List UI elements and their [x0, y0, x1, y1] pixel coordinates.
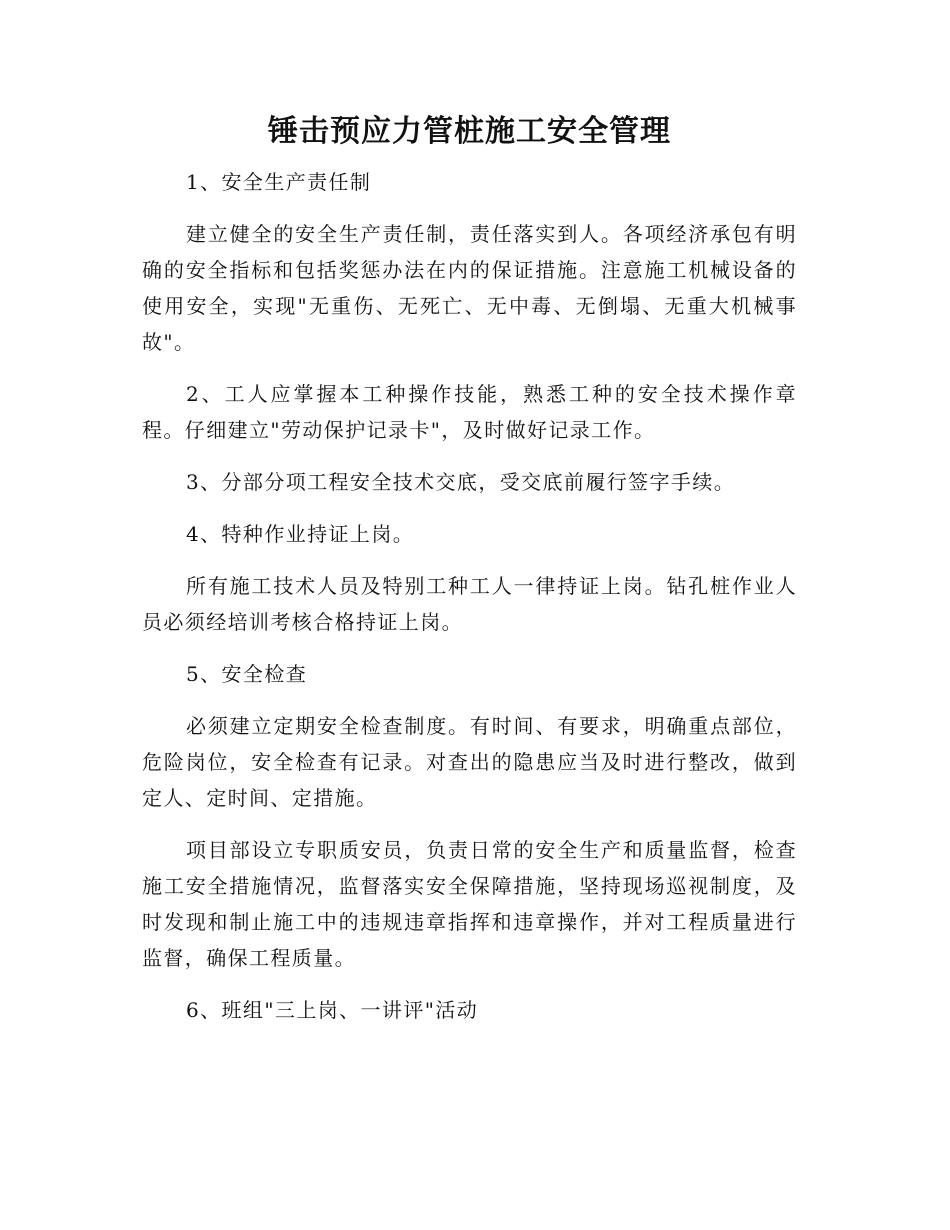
section-heading-3: 3、分部分项工程安全技术交底，受交底前履行签字手续。: [186, 470, 736, 494]
paragraph-inspection-system: 必须建立定期安全检查制度。有时间、有要求，明确重点部位，危险岗位，安全检查有记录。对查出的隐患应当及时进行整改，做到定人、定时间、定措施。: [142, 714, 797, 810]
section-heading-1: 1、安全生产责任制: [186, 170, 372, 194]
section-heading-6: 6、班组"三上岗、一讲评"活动: [186, 998, 479, 1022]
paragraph-safety-officer: 项目部设立专职质安员，负责日常的安全生产和质量监督，检查施工安全措施情况，监督落实安全保障措施，坚持现场巡视制度，及时发现和制止施工中的违规违章指挥和违章操作，并对工程质量进行监督，确保工程质量。: [142, 838, 797, 970]
document-title: 锤击预应力管桩施工安全管理: [268, 114, 671, 149]
section-heading-4: 4、特种作业持证上岗。: [186, 522, 415, 546]
paragraph-certification: 所有施工技术人员及特别工种工人一律持证上岗。钻孔桩作业人员必须经培训考核合格持证上岗。: [142, 574, 797, 634]
section-heading-5: 5、安全检查: [186, 662, 308, 686]
document-body: [142, 112, 797, 1028]
section-heading-2: 2、工人应掌握本工种操作技能，熟悉工种的安全技术操作章程。仔细建立"劳动保护记录卡"，及时做好记录工作。: [142, 382, 797, 442]
paragraph-responsibility: 建立健全的安全生产责任制，责任落实到人。各项经济承包有明确的安全指标和包括奖惩办法在内的保证措施。注意施工机械设备的使用安全，实现"无重伤、无死亡、无中毒、无倒塌、无重大机械事故"。: [142, 222, 797, 354]
